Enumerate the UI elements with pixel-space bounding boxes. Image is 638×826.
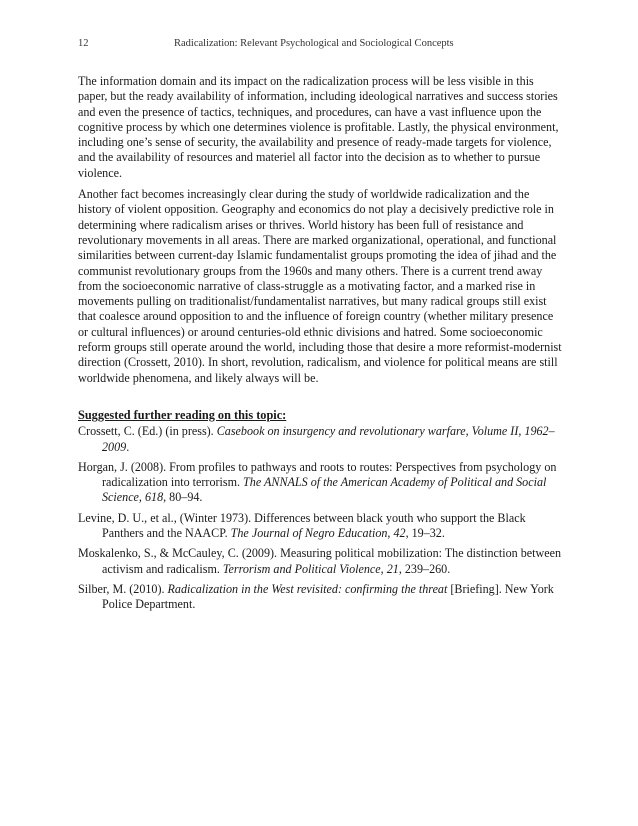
reference-entry bbox=[78, 460, 562, 506]
reference-title: The ANNALS of the American Academy of Political and Social Science, 618 bbox=[102, 475, 547, 505]
reference-entry bbox=[78, 511, 562, 542]
reference-entry bbox=[78, 424, 562, 455]
page-number: 12 bbox=[78, 38, 89, 49]
reference-text: Crossett, C. (Ed.) (in press). bbox=[78, 424, 217, 439]
reference-text: Silber, M. (2010). bbox=[78, 581, 168, 596]
reference-text: , 19–32. bbox=[405, 526, 445, 541]
reference-text: . bbox=[126, 439, 130, 454]
reference-list bbox=[78, 424, 562, 612]
reference-text: [Briefing]. New York Police Department. bbox=[102, 581, 554, 612]
reference-text: Horgan, J. (2008). From profiles to pathways and roots to routes: Perspectives from psychology on radicalization into terrorism. bbox=[78, 459, 557, 490]
reference-title: Radicalization in the West revisited: confirming the threat bbox=[167, 581, 448, 596]
reference-title: The Journal of Negro Education, 42 bbox=[230, 526, 406, 541]
reference-text: , 80–94. bbox=[163, 490, 203, 505]
reference-entry bbox=[78, 582, 562, 613]
reference-title: Casebook on insurgency and revolutionary warfare, Volume II, 1962–2009 bbox=[102, 424, 555, 454]
reference-title: Terrorism and Political Violence, 21 bbox=[222, 561, 399, 576]
reference-entry bbox=[78, 546, 562, 577]
running-title: Radicalization: Relevant Psychological and Sociological Concepts bbox=[174, 38, 454, 49]
further-reading-heading: Suggested further reading on this topic: bbox=[78, 407, 287, 422]
body-paragraph-information-domain: The information domain and its impact on the radicalization process will be less visible in this paper, but the ready availability of information, including ideological narratives and success stories and even the presence of tactics, techniques, and procedures, can have a vast influence upon the cognitive process by which one determines violence is profitable. Lastly, the physical environment, including one’s sense of security, the availability and presence of ready-made targets for violence, and the availability of resources and materiel all factor into the decision as to whether to pursue violence. bbox=[78, 74, 559, 180]
reference-text: Moskalenko, S., & McCauley, C. (2009). Measuring political mobilization: The distinction between activism and radicalism. bbox=[78, 546, 561, 576]
reference-text: , 239–260. bbox=[398, 561, 451, 576]
reference-text: Levine, D. U., et al., (Winter 1973). Differences between black youth who support the Black Panthers and the NAACP. bbox=[78, 510, 526, 541]
body-paragraph-worldwide-radicalization: Another fact becomes increasingly clear during the study of worldwide radicalization and the history of violent opposition. Geography and economics do not play a decisively predictive role in determining where radicalism arises or thrives. World history has been full of resistance and revolutionary movements in all areas. There are marked organizational, operational, and functional similarities between current-day Islamic fundamentalist groups promoting the idea of jihad and the communist revolutionary groups from the 1960s and many others. There is a current trend away from the socioeconomic narrative of class-struggle as a motivating factor, and a marked rise in movements pulling on traditionalist/fundamentalist narratives, but many radical groups still exist that coalesce around opposition to and the influence of foreign country (whether military presence or cultural influences) or around centuries-old ethnic divisions and hatred. Some socioeconomic reform groups still operate around the world, including those that desire a more reformist-modernist direction (Crossett, 2010). In short, revolution, radicalism, and violence for political means are still worldwide phenomena, and likely always will be. bbox=[78, 187, 562, 385]
page-body bbox=[78, 74, 562, 618]
page-header bbox=[78, 38, 560, 54]
